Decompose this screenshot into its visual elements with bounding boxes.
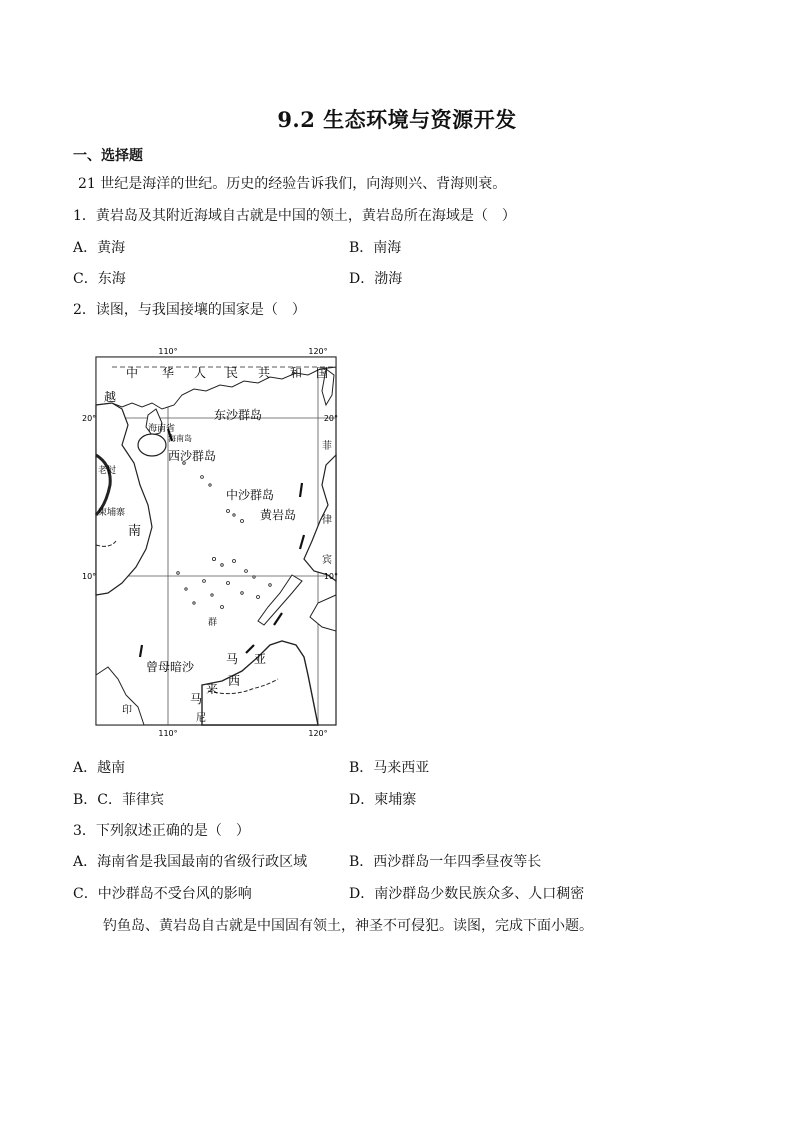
- question-2-option-b[interactable]: B．马来西亚: [349, 760, 430, 776]
- map-label-laos: 老挝: [98, 466, 117, 476]
- map-label-zengmu: 曾母暗沙: [146, 660, 195, 674]
- map-label-hainan-island: 海南岛: [168, 434, 192, 443]
- map-label-malaysia-3: 亚: [254, 652, 267, 666]
- question-3-option-c[interactable]: C．中沙群岛不受台风的影响: [73, 886, 252, 902]
- lon-label-bottom-110: 110°: [158, 729, 178, 738]
- map-label-china-0: 中: [126, 366, 139, 380]
- map-label-nan: 南: [128, 524, 142, 539]
- map-label-china-5: 和: [290, 366, 303, 380]
- question-1-stem: 1．黄岩岛及其附近海域自古就是中国的领土，黄岩岛所在海域是（ ）: [73, 208, 516, 224]
- question-1-option-b[interactable]: B．南海: [349, 240, 402, 256]
- lon-label-top-110: 110°: [158, 347, 178, 356]
- map-label-malaysia-1: 来: [206, 682, 219, 696]
- question-1-option-a[interactable]: A．黄海: [73, 240, 126, 256]
- question-2-option-d[interactable]: D．柬埔寨: [349, 792, 417, 808]
- question-3-option-d[interactable]: D．南沙群岛少数民族众多、人口稠密: [349, 886, 585, 902]
- map-label-yin: 印: [122, 705, 132, 716]
- page-title: 9.2 生态环境与资源开发: [277, 107, 517, 132]
- hainan-island-shape: [138, 434, 166, 456]
- map-label-china-2: 人: [194, 366, 207, 380]
- map-label-malaysia-2: 西: [228, 674, 241, 688]
- map-label-china-3: 民: [226, 366, 239, 380]
- map-label-qun: 群: [208, 618, 218, 628]
- map-label-lv: 律: [322, 515, 332, 526]
- lat-label-right-20: 20°: [323, 414, 338, 423]
- map-label-huangyan: 黄岩岛: [260, 508, 297, 522]
- map-label-zhongsha: 中沙群岛: [226, 488, 275, 502]
- question-2-option-c[interactable]: B．C．菲律宾: [73, 792, 164, 808]
- map-label-yue: 越: [104, 390, 117, 404]
- question-3-option-a[interactable]: A．海南省是我国最南的省级行政区域: [73, 854, 308, 870]
- map-label-dongsha: 东沙群岛: [214, 408, 263, 422]
- question-1-option-c[interactable]: C．东海: [73, 271, 126, 287]
- map-label-china-1: 华: [162, 366, 175, 380]
- map-label-china-4: 共: [258, 366, 271, 380]
- lon-label-top-120: 120°: [308, 347, 328, 356]
- map-label-china-6: 国: [316, 366, 329, 380]
- section-heading: 一、选择题: [73, 148, 143, 164]
- question-2-stem: 2．读图，与我国接壤的国家是（ ）: [73, 302, 306, 318]
- question-1-option-d[interactable]: D．渤海: [349, 271, 403, 287]
- question-2-option-a[interactable]: A．越南: [73, 760, 126, 776]
- outro-text: 钓鱼岛、黄岩岛自古就是中国固有领土，神圣不可侵犯。读图，完成下面小题。: [103, 918, 593, 934]
- question-3-stem: 3．下列叙述正确的是（ ）: [73, 823, 250, 839]
- lon-label-bottom-120: 120°: [308, 729, 328, 738]
- map-label-xisha: 西沙群岛: [168, 449, 217, 463]
- lat-label-right-10: 10°: [323, 572, 338, 581]
- intro-text: 21 世纪是海洋的世纪。历史的经验告诉我们，向海则兴、背海则衰。: [78, 176, 507, 192]
- map-label-ni: 尼: [196, 713, 206, 724]
- map-label-fei: 菲: [322, 441, 332, 452]
- map-label-malaysia-0: 马: [226, 652, 239, 666]
- lat-label-left-10: 10°: [82, 572, 97, 581]
- map-label-bin: 宾: [322, 555, 332, 566]
- map-label-cambodia: 柬埔寨: [98, 508, 126, 518]
- map-label-ma: 马: [190, 692, 203, 706]
- question-3-option-b[interactable]: B．西沙群岛一年四季昼夜等长: [349, 854, 542, 870]
- lat-label-left-20: 20°: [82, 414, 97, 423]
- map-label-hainan-province: 海南省: [148, 424, 176, 434]
- south-china-sea-map: [82, 345, 340, 738]
